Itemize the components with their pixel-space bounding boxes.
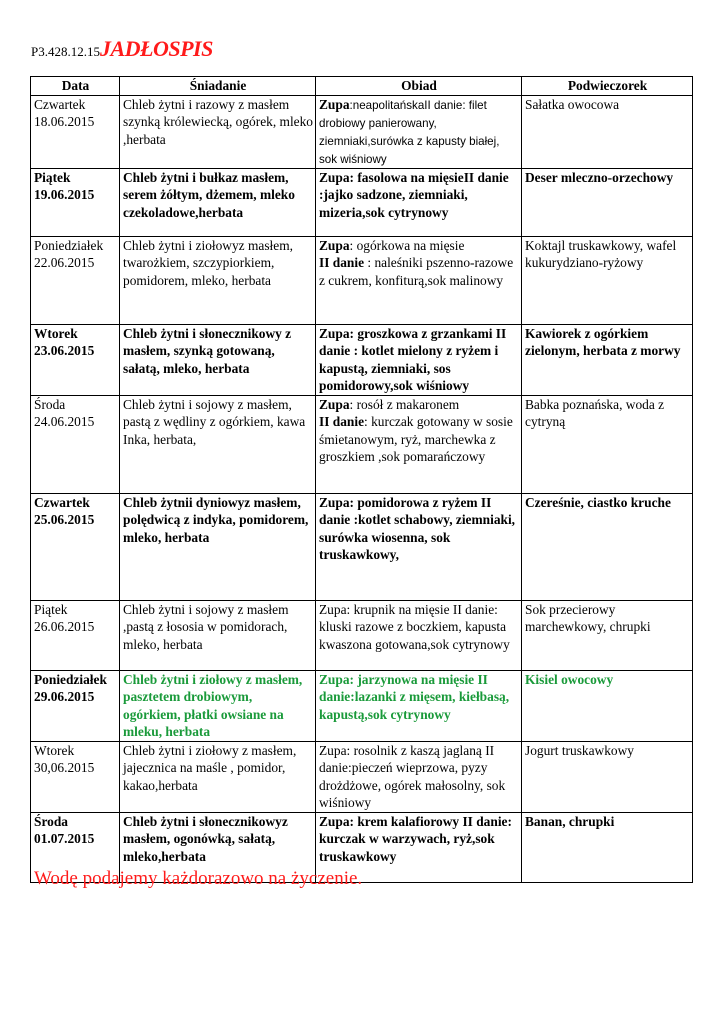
date-value: 30,06.2015 bbox=[34, 760, 95, 775]
snack-cell: Koktajl truskawkowy, wafel kukurydziano-ryżowy bbox=[522, 236, 693, 324]
snack-cell: Kisiel owocowy bbox=[522, 670, 693, 741]
row-date-cell bbox=[31, 600, 120, 670]
date-value: 25.06.2015 bbox=[34, 512, 95, 527]
table-row bbox=[31, 395, 693, 493]
table-row bbox=[31, 493, 693, 600]
row-date-cell bbox=[31, 324, 120, 395]
lunch-text: : ogórkowa na mięsie bbox=[349, 237, 465, 253]
breakfast-cell: Chleb żytnii dyniowyz masłem, polędwicą z indyka, pomidorem, mleko, herbata bbox=[120, 493, 316, 600]
document-header bbox=[31, 36, 213, 62]
snack-cell: Sałatka owocowa bbox=[522, 95, 693, 168]
date-value: 19.06.2015 bbox=[34, 187, 95, 202]
lunch-cell: Zupa: groszkowa z grzankami II danie : kotlet mielony z ryżem i kapustą, ziemniaki, sos pomidorowy,sok wiśniowy bbox=[316, 324, 522, 395]
lunch-cell bbox=[316, 236, 522, 324]
header-snack: Podwieczorek bbox=[522, 77, 693, 96]
breakfast-cell: Chleb żytni i razowy z masłem szynką królewiecką, ogórek, mleko ,herbata bbox=[120, 95, 316, 168]
lunch-cell: Zupa: pomidorowa z ryżem II danie :kotlet schabowy, ziemniaki, surówka wiosenna, sok truskawkowy, bbox=[316, 493, 522, 600]
day-name: Czwartek bbox=[34, 494, 90, 510]
day-name: Środa bbox=[34, 396, 66, 412]
lunch-text: :neapolitańskaII danie: filet drobiowy panierowany, ziemniaki,surówka z kapusty białej, sok wiśniowy bbox=[319, 98, 500, 166]
date-value: 24.06.2015 bbox=[34, 414, 95, 429]
table-row bbox=[31, 670, 693, 741]
day-name: Poniedziałek bbox=[34, 671, 107, 687]
lunch-cell: Zupa: krem kalafiorowy II danie: kurczak w warzywach, ryż,sok truskawkowy bbox=[316, 812, 522, 882]
breakfast-cell: Chleb żytni i słonecznikowy z masłem, szynką gotowaną, sałatą, mleko, herbata bbox=[120, 324, 316, 395]
menu-table bbox=[30, 76, 693, 883]
table-header-row bbox=[31, 77, 693, 96]
breakfast-cell: Chleb żytni i ziołowyz masłem, twarożkiem, szczypiorkiem, pomidorem, mleko, herbata bbox=[120, 236, 316, 324]
second-course-label: II danie bbox=[319, 255, 365, 270]
table-row bbox=[31, 600, 693, 670]
table-row bbox=[31, 168, 693, 236]
snack-cell: Deser mleczno-orzechowy bbox=[522, 168, 693, 236]
day-name: Piątek bbox=[34, 601, 68, 617]
header-breakfast: Śniadanie bbox=[120, 77, 316, 96]
table-row bbox=[31, 741, 693, 812]
lunch-cell: Zupa: jarzynowa na mięsie II danie:lazanki z mięsem, kiełbasą, kapustą,sok cytrynowy bbox=[316, 670, 522, 741]
table-row bbox=[31, 95, 693, 168]
document-code: P3.428.12.15 bbox=[31, 44, 100, 59]
date-value: 01.07.2015 bbox=[34, 831, 95, 846]
day-name: Piątek bbox=[34, 169, 71, 185]
date-value: 26.06.2015 bbox=[34, 619, 95, 634]
lunch-cell: Zupa: fasolowa na mięsieII danie :jajko sadzone, ziemniaki, mizeria,sok cytrynowy bbox=[316, 168, 522, 236]
snack-cell: Banan, chrupki bbox=[522, 812, 693, 882]
breakfast-cell: Chleb żytni i ziołowy z masłem, pasztetem drobiowym, ogórkiem, płatki owsiane na mleku, herbata bbox=[120, 670, 316, 741]
date-value: 22.06.2015 bbox=[34, 255, 95, 270]
row-date-cell bbox=[31, 168, 120, 236]
lunch-cell: Zupa: rosolnik z kaszą jaglaną II danie:pieczeń wieprzowa, pyzy drożdżowe, ogórek małosolny, sok wiśniowy bbox=[316, 741, 522, 812]
snack-cell: Kawiorek z ogórkiem zielonym, herbata z morwy bbox=[522, 324, 693, 395]
second-course-text: : kurczak gotowany w sosie śmietanowym, ryż, marchewka z groszkiem ,sok pomarańczowy bbox=[319, 414, 513, 464]
row-date-cell bbox=[31, 95, 120, 168]
date-value: 29.06.2015 bbox=[34, 689, 95, 704]
page-title: JADŁOSPIS bbox=[99, 36, 213, 61]
second-course-text: : naleśniki pszenno-razowe z cukrem, konfiturą,sok malinowy bbox=[319, 255, 514, 288]
breakfast-cell: Chleb żytni i ziołowy z masłem, jajecznica na maśle , pomidor, kakao,herbata bbox=[120, 741, 316, 812]
row-date-cell bbox=[31, 741, 120, 812]
day-name: Czwartek bbox=[34, 96, 86, 112]
table-row bbox=[31, 324, 693, 395]
row-date-cell bbox=[31, 236, 120, 324]
lunch-cell bbox=[316, 395, 522, 493]
table-row bbox=[31, 236, 693, 324]
header-date: Data bbox=[31, 77, 120, 96]
breakfast-cell: Chleb żytni i słonecznikowyz masłem, ogonówką, sałatą, mleko,herbata bbox=[120, 812, 316, 882]
soup-label: Zupa bbox=[319, 237, 350, 253]
day-name: Wtorek bbox=[34, 742, 75, 758]
water-note: Wodę podajemy każdorazowo na życzenie. bbox=[34, 868, 363, 889]
breakfast-cell: Chleb żytni i sojowy z masłem, pastą z wędliny z ogórkiem, kawa Inka, herbata, bbox=[120, 395, 316, 493]
second-course-label: II danie bbox=[319, 414, 365, 429]
date-value: 23.06.2015 bbox=[34, 343, 95, 358]
lunch-cell: Zupa: krupnik na mięsie II danie: kluski razowe z boczkiem, kapusta kwaszona gotowana,sok cytrynowy bbox=[316, 600, 522, 670]
day-name: Środa bbox=[34, 813, 68, 829]
lunch-text: : rosół z makaronem bbox=[349, 396, 460, 412]
soup-label: Zupa bbox=[319, 96, 350, 112]
soup-label: Zupa bbox=[319, 396, 350, 412]
row-date-cell bbox=[31, 493, 120, 600]
lunch-cell bbox=[316, 95, 522, 168]
day-name: Poniedziałek bbox=[34, 237, 104, 253]
header-lunch: Obiad bbox=[316, 77, 522, 96]
day-name: Wtorek bbox=[34, 325, 78, 341]
snack-cell: Babka poznańska, woda z cytryną bbox=[522, 395, 693, 493]
row-date-cell bbox=[31, 395, 120, 493]
snack-cell: Jogurt truskawkowy bbox=[522, 741, 693, 812]
breakfast-cell: Chleb żytni i bułkaz masłem, serem żółtym, dżemem, mleko czekoladowe,herbata bbox=[120, 168, 316, 236]
snack-cell: Sok przecierowy marchewkowy, chrupki bbox=[522, 600, 693, 670]
breakfast-cell: Chleb żytni i sojowy z masłem ,pastą z łososia w pomidorach, mleko, herbata bbox=[120, 600, 316, 670]
date-value: 18.06.2015 bbox=[34, 114, 95, 129]
snack-cell: Czereśnie, ciastko kruche bbox=[522, 493, 693, 600]
row-date-cell bbox=[31, 670, 120, 741]
